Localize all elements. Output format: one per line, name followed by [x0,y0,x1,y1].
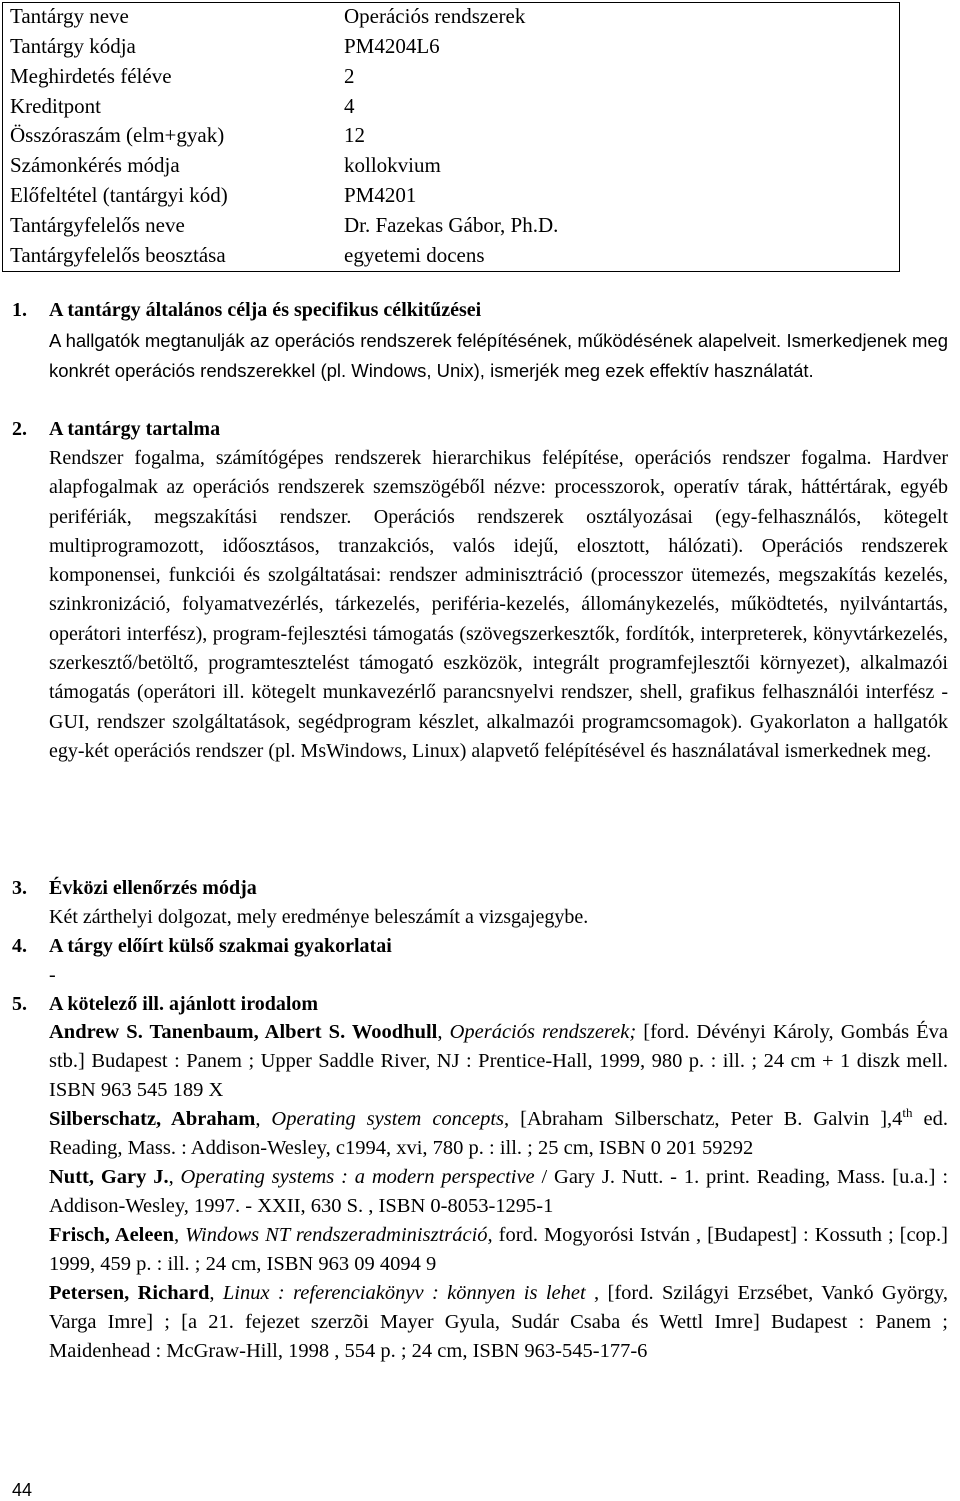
reference-title: Linux : referenciakönyv : könnyen is lehet [222,1282,586,1304]
course-info-table [2,2,898,270]
info-key: Tantárgy kódja [10,34,136,59]
section-text: Két zárthelyi dolgozat, mely eredménye beleszámít a vizsgajegybe. [49,906,589,928]
reference-title: Operating systems : a modern perspective [180,1166,535,1188]
reference-separator: , [209,1282,223,1304]
reference-details: [ford. Dévényi Károly, Gombás Éva stb.] Budapest : Panem ; Upper Saddle River, NJ : Prentice-Hall, 1999, 980 p. : ill. ; 24 cm + 1 diszk mell. ISBN 963 545 189 X [49,1021,948,1101]
reference-item [49,1221,948,1279]
info-value: 2 [344,63,355,88]
section-literature [12,990,948,1366]
section-assessment [12,874,948,933]
reference-title: Operációs rendszerek; [449,1021,637,1043]
info-row [2,91,898,121]
info-row [2,2,898,32]
info-key: Számonkérés módja [10,153,180,178]
section-text: Rendszer fogalma, számítógépes rendszerek hierarchikus felépítése, operációs rendszer fogalma. Hardver alapfogalmak az operációs rendszerek szemszögéből nézve: processzorok, operatív tárak, háttértárak, egyéb perifériák, megszakítási rendszer. Operációs rendszerek osztályozásai (egy-felhasználós, kötegelt multiprogramozott, időosztásos, tranzakciós, valós idejű, elosztott, hálózati). Operációs rendszerek komponensei, funkciói és szolgáltatásai: rendszer adminisztráció (processzor ütemezés, megszakítás kezelés, szinkronizáció, folyamatvezérlés, tárkezelés, periféria-kezelés, állománykezelés, működtetés, nyilvántartás, operátori interfész), program-fejlesztési támogatás (szövegszerkesztők, fordítók, interpreterek, könyvtárkezelés, szerkesztő/betöltő, programtesztelést támogató eszközök, integrált programfejlesztői környezet), alkalmazói támogatás (operátori ill. kötegelt munkavezérlő parancsnyelvi rendszer, shell, grafikus felhasználói interfész - GUI, rendszer szolgáltatások, segédprogram készlet, alkalmazói programcsomagok). Gyakorlaton a hallgatók egy-két operációs rendszer (pl. MsWindows, Linux) alapvető felépítésével és használatával ismerkednek meg. [49,447,948,762]
section-content [12,415,948,766]
info-value: kollokvium [344,153,441,178]
reference-separator: , [255,1108,272,1130]
reference-item [49,1018,948,1105]
info-row [2,210,898,240]
reference-details: ed. Reading, Mass. : Addison-Wesley, c1994, xvi, 780 p. : ill. ; 25 cm, ISBN 0 201 59292 [49,1108,948,1159]
info-value: PM4201 [344,182,417,207]
section-heading: 3. Évközi ellenőrzés módja [12,877,257,899]
reference-item [49,1105,948,1163]
reference-separator: , [173,1224,186,1246]
info-key: Összóraszám (elm+gyak) [10,123,225,148]
reference-details: , [Abraham Silberschatz, Peter B. Galvin ],4 [504,1108,903,1130]
info-row [2,121,898,151]
info-value: Operációs rendszerek [344,4,526,29]
section-heading: 4. A tárgy előírt külső szakmai gyakorlatai [12,935,392,957]
reference-title: Operating system concepts [271,1108,505,1130]
info-row [2,62,898,92]
reference-item [49,1279,948,1366]
info-key: Kreditpont [10,93,101,118]
section-heading: 1. A tantárgy általános célja és specifikus célkitűzései [12,299,482,321]
info-key: Tantárgyfelelős beosztása [10,242,226,267]
info-key: Meghirdetés féléve [10,63,172,88]
info-row [2,32,898,62]
info-value: egyetemi docens [344,242,485,267]
info-value: Dr. Fazekas Gábor, Ph.D. [344,212,559,237]
info-key: Előfeltétel (tantárgyi kód) [10,182,228,207]
reference-list [12,1018,948,1366]
info-row [2,240,898,270]
section-goals [12,296,948,385]
reference-superscript: th [902,1105,913,1121]
section-text: - [49,964,56,986]
reference-author: Silberschatz, Abraham [49,1108,256,1130]
reference-details: , [ford. Szilágyi Erzsébet, Vankó György, Varga Imre] ; [a 21. fejezet szerzõi Mayer Gyula, Sudár Csaba és Wettl Imre] Budapest : Panem ; Maidenhead : McGraw-Hill, 1998 , 554 p. ; 24 cm, ISBN 963-545-177-6 [49,1282,948,1362]
info-value: PM4204L6 [344,34,440,59]
reference-separator: , [437,1021,450,1043]
reference-author: Nutt, Gary J. [49,1166,169,1188]
info-value: 4 [344,93,355,118]
reference-details: ford. Mogyorósi István , [Budapest] : Kossuth ; [cop.] 1999, 459 p. : ill. ; 24 cm, ISBN 963 09 4094 9 [49,1224,949,1275]
section-heading: 5. A kötelező ill. ajánlott irodalom [12,993,319,1015]
reference-separator: , [168,1166,181,1188]
info-value: 12 [344,123,365,148]
info-row [2,151,898,181]
section-text: A hallgatók megtanulják az operációs rendszerek felépítésének, működésének alapelveit. Ismerkedjenek meg konkrét operációs rendszerekkel (pl. Windows, Unix), ismerjék meg ezek effektív használatát. [49,330,948,381]
reference-author: Frisch, Aeleen [49,1224,174,1246]
reference-author: Petersen, Richard [49,1282,210,1304]
reference-item [49,1163,948,1221]
reference-author: Andrew S. Tanenbaum, Albert S. Woodhull [49,1021,438,1043]
info-row [2,181,898,211]
reference-details: / Gary J. Nutt. - 1. print. Reading, Mass. [u.a.] : Addison-Wesley, 1997. - XXII, 630 S. , ISBN 0-8053-1295-1 [49,1166,949,1217]
page-number: 44 [12,1480,33,1500]
info-key: Tantárgy neve [10,4,129,29]
section-practice [12,932,948,991]
reference-title: Windows NT rendszeradminisztráció, [185,1224,493,1246]
section-heading: 2. A tantárgy tartalma [12,418,221,440]
info-key: Tantárgyfelelős neve [10,212,185,237]
